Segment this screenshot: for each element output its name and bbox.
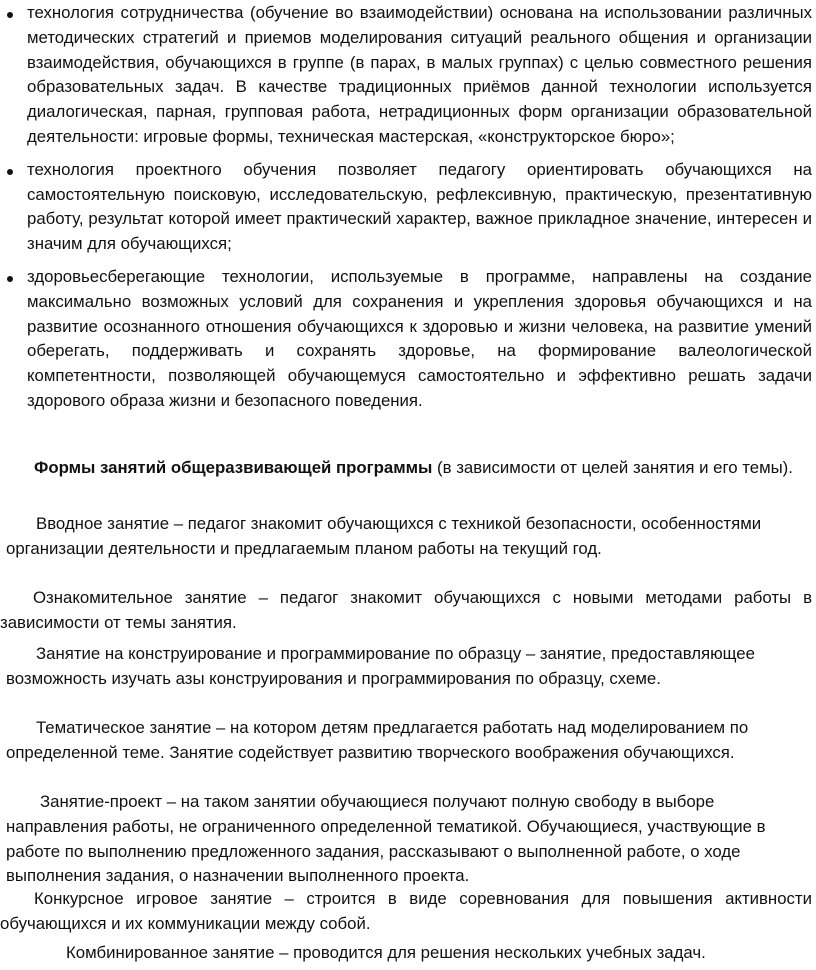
forms-heading-paragraph — [0, 456, 812, 481]
lesson-text: Ознакомительное занятие – педагог знакомит обучающихся с новыми методами работы в зависимости от темы занятия. — [0, 588, 812, 632]
lesson-text: Тематическое занятие – на котором детям предлагается работать над моделированием по определенной теме. Занятие содействует развитию творческого воображения обучающихся. — [6, 718, 749, 762]
lesson-project — [6, 790, 816, 889]
lesson-construction-by-sample — [6, 642, 806, 692]
bullet-text: здоровьесберегающие технологии, используемые в программе, направлены на создание максимально возможных условий для сохранения и укрепления здоровья обучающихся и на развитие осознанного отношения обучающихся к здоровью и жизни человека, на развитие умений оберегать, поддерживать и сохранять здоровье, на формирование валеологической компетентности, позволяющей обучающемуся самостоятельно и эффективно решать задачи здорового образа жизни и безопасного поведения. — [27, 266, 812, 410]
lesson-text: Занятие на конструирование и программирование по образцу – занятие, предоставляющее возможность изучать азы конструирования и программирования по образцу, схеме. — [6, 644, 755, 688]
lesson-combined — [0, 941, 812, 966]
bullet-icon — [7, 276, 13, 282]
technology-bullet-list — [0, 1, 816, 414]
bullet-item-cooperation — [0, 1, 816, 150]
bullet-text: технология сотрудничества (обучение во взаимодействии) основана на использовании различных методических стратегий и приемов моделирования ситуаций реального общения и организации взаимодействия, обучающихся в группе (в парах, в малых группах) с целью совместного решения образовательных задач. В качестве традиционных приёмов данной технологии используется диалогическая, парная, групповая работа, нетрадиционных форм организации образовательной деятельности: игровые формы, техническая мастерская, «конструкторское бюро»; — [27, 3, 812, 146]
bullet-item-project-learning — [0, 158, 816, 257]
lesson-competition — [0, 887, 812, 937]
bullet-text: технология проектного обучения позволяет педагогу ориентировать обучающихся на самостоятельную поисковую, исследовательскую, рефлексивную, практическую, презентативную работу, результат которой имеет практический характер, важное прикладное значение, интересен и значим для обучающихся; — [27, 159, 812, 254]
bullet-icon — [7, 169, 13, 175]
forms-heading-rest: (в зависимости от целей занятия и его темы). — [432, 458, 793, 477]
lesson-text: Комбинированное занятие – проводится для решения нескольких учебных задач. — [66, 943, 706, 962]
lesson-intro — [6, 512, 806, 562]
lesson-thematic — [6, 716, 806, 766]
lesson-text: Конкурсное игровое занятие – строится в виде соревнования для повышения активности обучающихся и их коммуникации между собой. — [0, 889, 812, 933]
bullet-icon — [7, 12, 13, 18]
lesson-text: Вводное занятие – педагог знакомит обучающихся с техникой безопасности, особенностями организации деятельности и предлагаемым планом работы на текущий год. — [6, 514, 762, 558]
bullet-item-health-saving — [0, 265, 816, 414]
lesson-introductory-methods — [0, 586, 812, 636]
forms-heading-bold: Формы занятий общеразвивающей программы — [34, 458, 433, 477]
lesson-text: Занятие-проект – на таком занятии обучающиеся получают полную свободу в выборе направления работы, не ограниченного определенной тематикой. Обучающиеся, участвующие в работе по выполнению предложенного задания, рассказывают о выполненной работе, о ходе выполнения задания, о назначении выполненного проекта. — [6, 792, 766, 886]
